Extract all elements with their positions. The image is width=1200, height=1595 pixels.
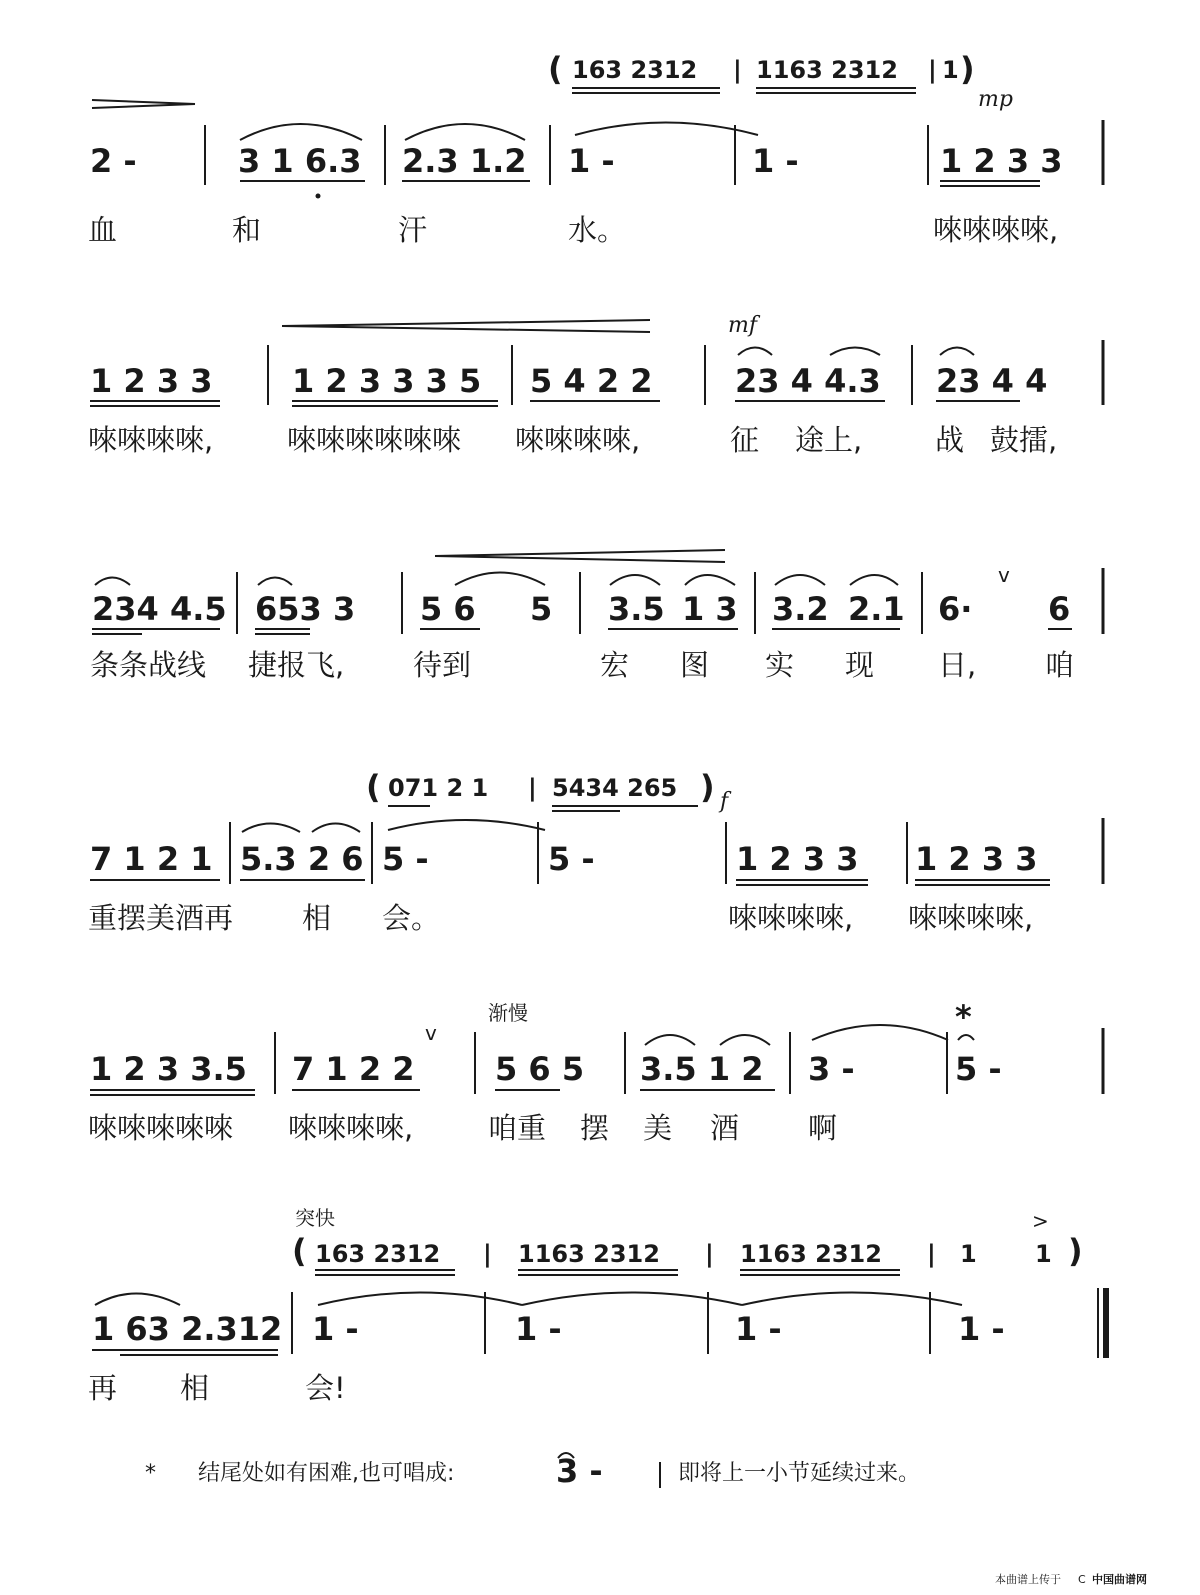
staff-5	[88, 998, 1103, 1145]
measure: 7 1 2 1	[90, 840, 213, 878]
lyric: 会!	[305, 1371, 346, 1405]
lyric: 捷报飞,	[248, 648, 345, 682]
measure: 7 1 2 2	[292, 1050, 415, 1088]
interlude-bar: |	[927, 1240, 936, 1268]
staff-1	[88, 50, 1103, 247]
interlude-bar: |	[483, 1240, 492, 1268]
paren-close: )	[960, 50, 975, 88]
paren-open: (	[548, 50, 563, 88]
staff-2	[88, 313, 1103, 457]
footnote-text: 结尾处如有困难,也可唱成:	[198, 1461, 455, 1486]
lyric: 唻唻唻唻唻唻	[287, 423, 462, 457]
footnote-asterisk: *	[955, 998, 972, 1036]
lyric: 唻唻唻唻,	[908, 901, 1034, 935]
measure: 1 2 3 3	[90, 362, 213, 400]
measure: 3 -	[808, 1050, 855, 1088]
crescendo-hairpin	[282, 320, 650, 326]
interlude-notes: 163 2312	[572, 56, 698, 84]
measure: 5 6	[420, 590, 476, 628]
lyric: 会。	[382, 901, 441, 935]
decrescendo-hairpin	[92, 100, 195, 104]
measure: 3.2	[772, 590, 829, 628]
lyric: 征	[730, 423, 760, 457]
lyric: 和	[232, 213, 262, 247]
lyric: 鼓擂,	[990, 423, 1058, 457]
watermark-prefix: 本曲谱上传于	[995, 1573, 1061, 1586]
staff-5-lyrics	[88, 1111, 837, 1145]
staff-4-lyrics	[88, 901, 1033, 935]
lyric: 汗	[398, 213, 428, 247]
interlude-notes: 1163 2312	[756, 56, 898, 84]
lyric: 唻唻唻唻,	[728, 901, 854, 935]
interlude-bar: |	[705, 1240, 714, 1268]
dynamic-f: f	[720, 789, 729, 814]
interlude-notes: 1163 2312	[740, 1240, 882, 1268]
site-logo-icon: C	[1078, 1573, 1086, 1586]
measure: 5 -	[548, 840, 595, 878]
measure: 653 3	[255, 590, 356, 628]
interlude-notes: 5434 265	[552, 774, 678, 802]
interlude-notes: 1	[1035, 1240, 1052, 1268]
measure: 2.1	[848, 590, 905, 628]
footnote-asterisk: *	[145, 1461, 156, 1486]
interlude-3	[292, 1232, 1083, 1275]
interlude-notes: 1163 2312	[518, 1240, 660, 1268]
lyric: 唻唻唻唻,	[88, 423, 214, 457]
interlude-bar: |	[528, 774, 537, 802]
measure: 5 -	[382, 840, 429, 878]
lyric: 途上,	[795, 423, 863, 457]
staff-3-notes	[92, 590, 1070, 628]
interlude-notes: 163 2312	[315, 1240, 441, 1268]
measure: 1 2 3 3	[915, 840, 1038, 878]
lyric: 实	[765, 648, 795, 682]
interlude-notes: 1	[942, 56, 959, 84]
lyric: 宏	[600, 648, 630, 682]
measure: 1 -	[515, 1310, 562, 1348]
footnote-notes: 3 -	[556, 1452, 603, 1490]
crescendo-hairpin	[435, 550, 725, 556]
interlude-2	[366, 768, 715, 811]
staff-6-notes	[92, 1310, 1005, 1348]
watermark	[995, 1572, 1147, 1586]
tempo-marking: 渐慢	[488, 1001, 528, 1025]
measure: 1 63 2.312	[92, 1310, 283, 1348]
measure: 1 2 3 3	[940, 142, 1063, 180]
lyric: 唻唻唻唻,	[288, 1111, 414, 1145]
lyric: 血	[88, 213, 118, 247]
footnote	[145, 1452, 920, 1490]
staff-1-notes	[90, 142, 1062, 180]
measure: 5 -	[955, 1050, 1002, 1088]
breath-mark: v	[425, 1021, 437, 1045]
measure: 5 6 5	[495, 1050, 585, 1088]
accent-mark: >	[1032, 1209, 1049, 1233]
measure: 6·	[938, 590, 973, 628]
measure: 1 3	[682, 590, 738, 628]
tempo-marking: 突快	[295, 1206, 335, 1230]
lyric: 摆	[580, 1111, 610, 1145]
lyric: 唻唻唻唻,	[933, 213, 1059, 247]
lyric: 相	[180, 1371, 210, 1405]
measure: 5 4 2 2	[530, 362, 653, 400]
measure: 2 -	[90, 142, 137, 180]
paren-close: )	[1068, 1232, 1083, 1270]
measure: 5.3 2 6	[240, 840, 364, 878]
measure: 1 -	[735, 1310, 782, 1348]
measure: 1 2 3 3 3 5	[292, 362, 482, 400]
measure: 3.5	[608, 590, 665, 628]
watermark-site: 中国曲谱网	[1092, 1573, 1147, 1586]
lyric: 咱重	[488, 1111, 547, 1145]
measure: 1 -	[568, 142, 615, 180]
measure: 1 2 3 3	[736, 840, 859, 878]
staff-2-lyrics	[88, 423, 1057, 457]
lyric: 日,	[938, 648, 977, 682]
lyric: 啊	[808, 1111, 838, 1145]
staff-3-lyrics	[90, 648, 1074, 682]
measure: 5	[530, 590, 553, 628]
lyric: 现	[845, 648, 875, 682]
staff-6	[88, 1206, 1106, 1405]
lyric: 水。	[568, 213, 627, 247]
staff-4	[88, 768, 1103, 935]
measure: 23 4 4	[936, 362, 1048, 400]
lyric: 重摆美酒再	[88, 901, 234, 935]
lyric: 相	[302, 901, 332, 935]
staff-4-notes	[90, 840, 1037, 878]
lyric: 唻唻唻唻,	[515, 423, 641, 457]
breath-mark: v	[998, 563, 1010, 587]
paren-open: (	[366, 768, 381, 806]
lyric: 再	[88, 1371, 118, 1405]
interlude-notes: 1	[960, 1240, 977, 1268]
measure: 1 -	[752, 142, 799, 180]
lyric: 条条战线	[90, 648, 207, 682]
lyric: 战	[935, 423, 965, 457]
measure: 2.3 1.2	[402, 142, 527, 180]
dynamic-mp: mp	[978, 87, 1013, 112]
measure: 1 2 3 3.5	[90, 1050, 247, 1088]
interlude-1	[548, 50, 975, 93]
interlude-bar: |	[928, 56, 937, 84]
measure: 234 4.5	[92, 590, 227, 628]
measure: 3.5 1 2	[640, 1050, 764, 1088]
interlude-bar: |	[733, 56, 742, 84]
staff-1-lyrics	[88, 213, 1058, 247]
measure: 3 1 6.3	[238, 142, 362, 180]
lyric: 图	[680, 648, 710, 682]
paren-open: (	[292, 1232, 307, 1270]
lyric: 唻唻唻唻唻	[88, 1111, 234, 1145]
lyric: 咱	[1045, 648, 1075, 682]
paren-close: )	[700, 768, 715, 806]
measure: 6	[1048, 590, 1071, 628]
staff-3	[90, 550, 1103, 682]
dynamic-mf: mf	[728, 313, 758, 338]
lyric: 酒	[710, 1111, 740, 1145]
lyric: 美	[643, 1111, 673, 1145]
measure: 23 4 4.3	[735, 362, 881, 400]
interlude-notes: 071 2 1	[388, 774, 489, 802]
staff-2-notes	[90, 362, 1047, 400]
measure: 1 -	[958, 1310, 1005, 1348]
lyric: 待到	[413, 648, 472, 682]
staff-6-lyrics	[88, 1371, 346, 1405]
staff-5-notes	[90, 1050, 1002, 1088]
footnote-text: 即将上一小节延续过来。	[678, 1461, 921, 1486]
measure: 1 -	[312, 1310, 359, 1348]
